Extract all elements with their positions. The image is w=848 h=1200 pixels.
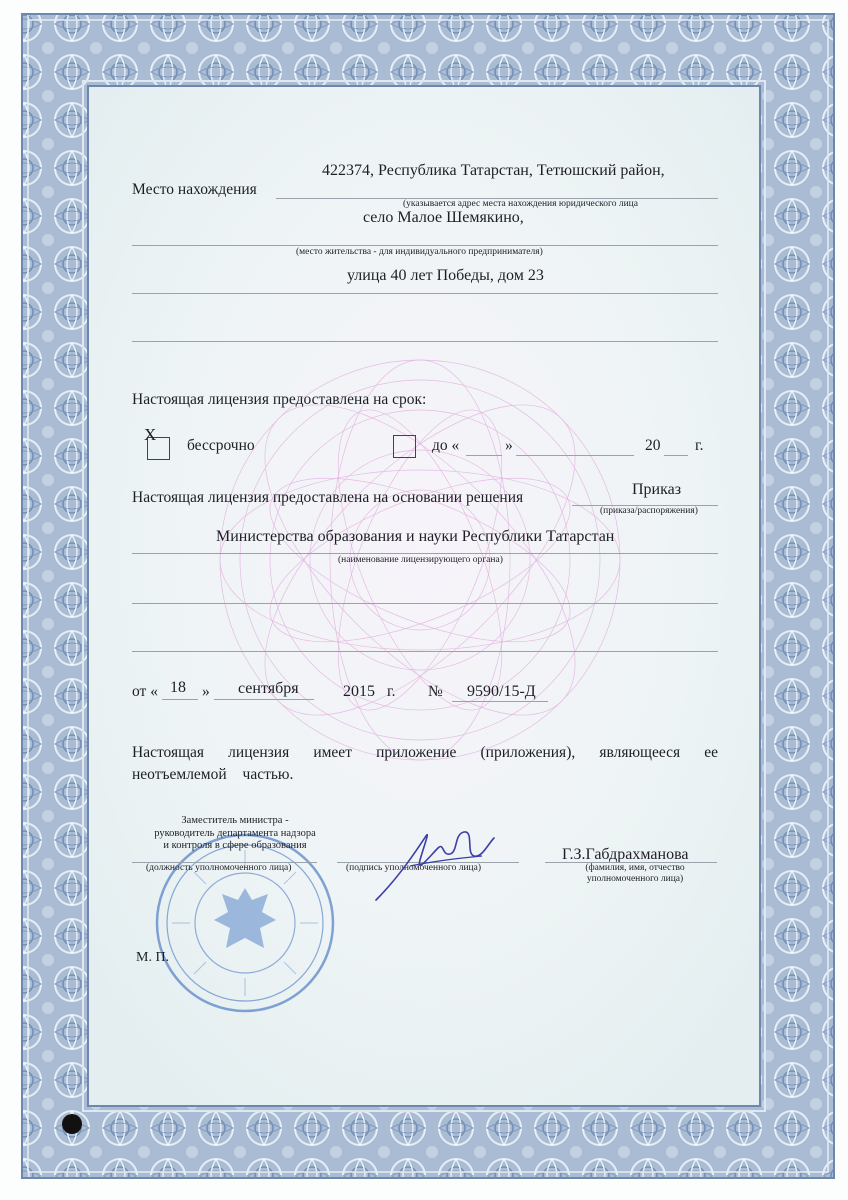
date-month: сентября: [238, 680, 299, 697]
unlimited-label: бессрочно: [187, 437, 255, 454]
official-stamp: [150, 828, 340, 1018]
caption-individual: (место жительства - для индивидуального предпринимателя): [296, 247, 543, 257]
authority: Министерства образования и науки Республики Татарстан: [216, 528, 615, 545]
authority-line-2: [132, 603, 718, 604]
date-quote-close: »: [202, 683, 210, 700]
basis-label: Настоящая лицензия предоставлена на основании решения: [132, 489, 524, 506]
term-label: Настоящая лицензия предоставлена на срок:: [132, 391, 427, 408]
date-year: 2015: [343, 683, 375, 700]
punch-hole: [62, 1114, 82, 1134]
caption-name: [560, 863, 710, 885]
address-underline-2: [132, 245, 718, 246]
until-checkbox: [393, 435, 416, 458]
appendix-line-2: неотъемлемой частью.: [132, 766, 294, 783]
number-line: [452, 701, 548, 702]
authority-line: [132, 553, 718, 554]
document-type: Приказ: [632, 481, 682, 498]
caption-signature: (подпись уполномоченного лица): [346, 863, 482, 873]
date-day: 18: [170, 679, 186, 696]
until-label: до «: [432, 437, 460, 454]
address-line-2: село Малое Шемякино,: [363, 209, 524, 226]
date-month-line: [214, 699, 314, 700]
until-quote-close: »: [505, 437, 513, 454]
caption-entity: (указывается адрес места нахождения юридического лица: [403, 199, 638, 209]
caption-authority: (наименование лицензирующего органа): [338, 555, 503, 565]
location-label: Место нахождения: [132, 181, 257, 198]
position-line-1: Заместитель министра -: [181, 815, 289, 826]
address-line-1: 422374, Республика Татарстан, Тетюшский район,: [322, 162, 665, 179]
caption-doc: (приказа/распоряжения): [600, 506, 698, 516]
year-suffix: г.: [695, 437, 704, 454]
caption-name-line-1: (фамилия, имя, отчество: [585, 863, 685, 873]
number-sign: №: [428, 683, 443, 700]
stamp-mark: М. П.: [136, 950, 170, 965]
date-year-suffix: г.: [387, 683, 396, 700]
appendix-line-1: Настоящая лицензия имеет приложение (приложения), являющееся ее: [132, 744, 718, 761]
handwritten-signature: [370, 826, 500, 906]
date-prefix: от «: [132, 683, 158, 700]
license-number: 9590/15-Д: [467, 683, 536, 700]
unlimited-mark: X: [144, 425, 157, 444]
eagle-emblem: [214, 888, 276, 948]
caption-position: (должность уполномоченного лица): [146, 863, 292, 873]
address-underline-4: [132, 341, 718, 342]
until-day-line: [466, 455, 502, 456]
signatory-position: [110, 815, 360, 853]
until-year-line: [664, 455, 688, 456]
date-day-line: [162, 699, 198, 700]
until-month-line: [516, 455, 634, 456]
address-underline-3: [132, 293, 718, 294]
authority-line-3: [132, 651, 718, 652]
address-line-3: улица 40 лет Победы, дом 23: [347, 267, 544, 284]
position-line-2: руководитель департамента надзора: [154, 827, 316, 839]
position-line-3: и контроля в сфере образования: [163, 840, 307, 851]
caption-name-line-2: уполномоченного лица): [586, 874, 684, 884]
year-prefix: 20: [645, 437, 661, 454]
signatory-name: Г.З.Габдрахманова: [562, 846, 689, 863]
